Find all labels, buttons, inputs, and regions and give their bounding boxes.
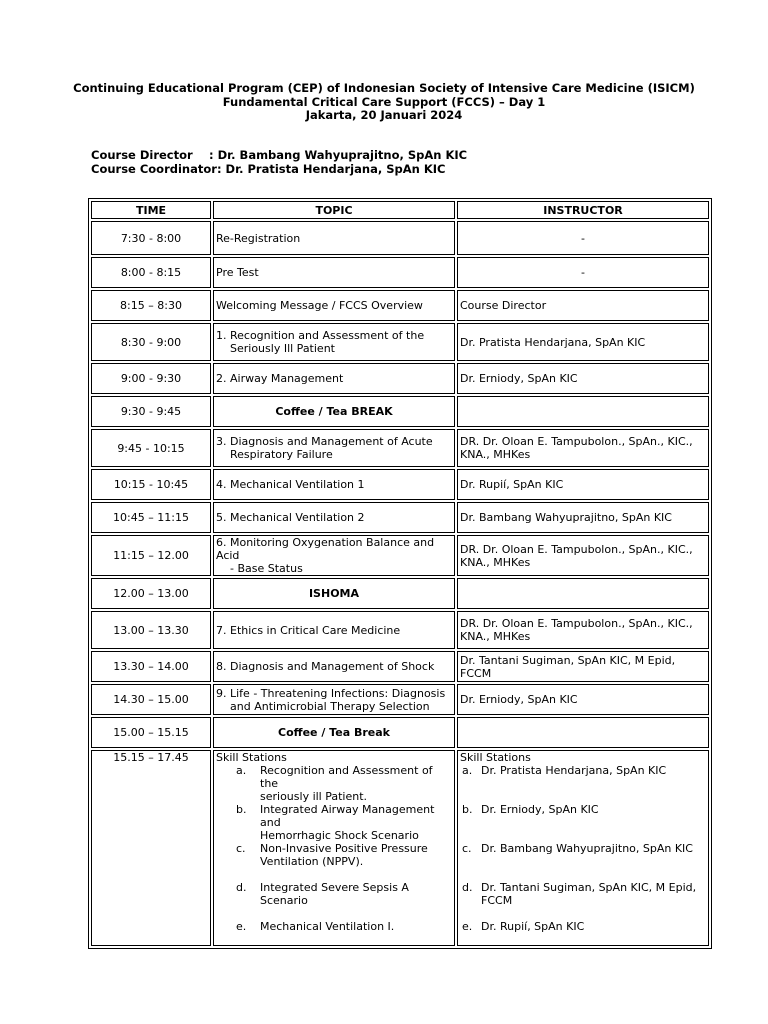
list-item — [460, 764, 706, 803]
list-marker: e. — [462, 920, 473, 933]
instructor-line: DR. Dr. Oloan E. Tampubolon., SpAn., KIC., — [460, 617, 693, 630]
skill-topic-cell — [213, 750, 455, 946]
list-text: Dr. Erniody, SpAn KIC — [481, 803, 599, 816]
list-item — [216, 842, 452, 881]
table-row — [91, 221, 709, 255]
list-text-line: Dr. Tantani Sugiman, SpAn KIC, M Epid, — [481, 881, 697, 894]
topic-cell — [213, 684, 455, 715]
table-row — [91, 396, 709, 427]
table-row — [91, 684, 709, 715]
topic-line: 6. Monitoring Oxygenation Balance and Acid — [216, 536, 435, 562]
time-cell: 10:45 – 11:15 — [91, 502, 211, 533]
title-line-2: Fundamental Critical Care Support (FCCS) – Day 1 — [222, 94, 546, 109]
list-text: Integrated Severe Sepsis A Scenario — [260, 881, 409, 907]
topic-cell: Welcoming Message / FCCS Overview — [213, 290, 455, 321]
time-cell: 9:30 - 9:45 — [91, 396, 211, 427]
list-marker: a. — [462, 764, 473, 777]
table-row — [91, 651, 709, 682]
list-text: Mechanical Ventilation I. — [260, 920, 395, 933]
list-text-line: Recognition and Assessment of the — [260, 764, 433, 790]
instructor-cell: Dr. Erniody, SpAn KIC — [457, 684, 709, 715]
instructor-cell — [457, 578, 709, 609]
instructor-cell: Dr. Tantani Sugiman, SpAn KIC, M Epid, FCCM — [457, 651, 709, 682]
course-coordinator-label: Course Coordinator — [91, 161, 217, 176]
table-row — [91, 290, 709, 321]
list-marker: e. — [236, 920, 247, 933]
list-marker: b. — [236, 803, 247, 816]
instructor-cell: Dr. Bambang Wahyuprajitno, SpAn KIC — [457, 502, 709, 533]
list-marker: c. — [236, 842, 246, 855]
topic-line: - Base Status — [230, 562, 303, 575]
table-header-row — [91, 201, 709, 219]
table-row — [91, 502, 709, 533]
list-marker: d. — [236, 881, 247, 894]
topic-cell: Re-Registration — [213, 221, 455, 255]
topic-cell — [213, 535, 455, 576]
document-title — [0, 82, 768, 123]
title-line-3: Jakarta, 20 Januari 2024 — [305, 108, 463, 122]
time-cell: 13.00 – 13.30 — [91, 611, 211, 649]
table-row — [91, 611, 709, 649]
instructor-cell — [457, 396, 709, 427]
table-row — [91, 363, 709, 394]
table-row — [91, 323, 709, 361]
list-item — [460, 803, 706, 842]
table-row — [91, 429, 709, 467]
list-item — [460, 842, 706, 881]
instructor-cell — [457, 429, 709, 467]
time-cell: 9:45 - 10:15 — [91, 429, 211, 467]
topic-cell — [213, 429, 455, 467]
topic-line: Respiratory Failure — [230, 448, 333, 461]
topic-cell: 5. Mechanical Ventilation 2 — [213, 502, 455, 533]
schedule-table — [88, 198, 712, 949]
time-cell: 8:00 - 8:15 — [91, 257, 211, 288]
topic-cell: 8. Diagnosis and Management of Shock — [213, 651, 455, 682]
list-marker: b. — [462, 803, 473, 816]
time-cell: 13.30 – 14.00 — [91, 651, 211, 682]
instructor-cell: Dr. Pratista Hendarjana, SpAn KIC — [457, 323, 709, 361]
header-topic: TOPIC — [213, 201, 455, 219]
table-row — [91, 578, 709, 609]
time-cell: 15.00 – 15.15 — [91, 717, 211, 748]
list-text — [260, 803, 452, 842]
time-cell: 8:15 – 8:30 — [91, 290, 211, 321]
table-row — [91, 535, 709, 576]
list-text-line: Ventilation (NPPV). — [260, 855, 364, 868]
skill-instructor-heading: Skill Stations — [460, 751, 531, 764]
course-coordinator-value: : Dr. Pratista Hendarjana, SpAn KIC — [216, 161, 446, 176]
list-item — [216, 881, 452, 920]
topic-cell: 2. Airway Management — [213, 363, 455, 394]
topic-line: Seriously Ill Patient — [230, 342, 335, 355]
table-row — [91, 717, 709, 748]
break-cell: ISHOMA — [213, 578, 455, 609]
topic-cell: 4. Mechanical Ventilation 1 — [213, 469, 455, 500]
instructor-line: DR. Dr. Oloan E. Tampubolon., SpAn., KIC., — [460, 542, 693, 556]
list-text: Dr. Bambang Wahyuprajitno, SpAn KIC — [481, 842, 693, 855]
list-marker: a. — [236, 764, 247, 777]
list-text-line: Integrated Airway Management and — [260, 803, 435, 829]
skill-topic-heading: Skill Stations — [216, 751, 287, 764]
time-cell: 9:00 - 9:30 — [91, 363, 211, 394]
list-item — [460, 920, 706, 933]
time-cell: 10:15 - 10:45 — [91, 469, 211, 500]
course-director-line — [91, 149, 467, 163]
list-marker: c. — [462, 842, 472, 855]
topic-line: 9. Life - Threatening Infections: Diagnosis — [216, 686, 446, 700]
header-instructor: INSTRUCTOR — [457, 201, 709, 219]
list-text — [260, 842, 428, 881]
list-text: Dr. Rupií, SpAn KIC — [481, 920, 585, 933]
topic-cell: Pre Test — [213, 257, 455, 288]
topic-cell: 7. Ethics in Critical Care Medicine — [213, 611, 455, 649]
topic-line: 1. Recognition and Assessment of the — [216, 329, 425, 342]
time-cell: 7:30 - 8:00 — [91, 221, 211, 255]
list-item — [216, 764, 452, 803]
list-item — [216, 920, 452, 933]
skill-instructor-cell — [457, 750, 709, 946]
list-item — [460, 881, 706, 920]
time-cell: 11:15 – 12.00 — [91, 535, 211, 576]
skill-topic-list — [216, 764, 452, 933]
break-cell: Coffee / Tea BREAK — [213, 396, 455, 427]
break-cell: Coffee / Tea Break — [213, 717, 455, 748]
course-director-label: Course Director — [91, 148, 193, 162]
instructor-cell — [457, 717, 709, 748]
time-cell: 15.15 – 17.45 — [91, 750, 211, 946]
table-row — [91, 469, 709, 500]
list-text — [260, 764, 452, 803]
time-cell: 14.30 – 15.00 — [91, 684, 211, 715]
instructor-cell: - — [457, 221, 709, 255]
instructor-line: KNA., MHKes — [460, 630, 531, 643]
course-coordinator-line — [91, 163, 467, 177]
time-cell: 12.00 – 13.00 — [91, 578, 211, 609]
course-director-value: : Dr. Bambang Wahyuprajitno, SpAn KIC — [209, 148, 468, 162]
instructor-line: KNA., MHKes — [460, 448, 531, 461]
list-text — [481, 881, 696, 920]
table-row — [91, 750, 709, 946]
instructor-cell: Course Director — [457, 290, 709, 321]
instructor-line: KNA., MHKes — [460, 555, 531, 569]
topic-line: and Antimicrobial Therapy Selection — [230, 699, 430, 713]
list-marker: d. — [462, 881, 473, 894]
list-text: Dr. Pratista Hendarjana, SpAn KIC — [481, 764, 667, 777]
topic-cell — [213, 323, 455, 361]
instructor-cell — [457, 611, 709, 649]
list-text-line: seriously ill Patient. — [260, 790, 368, 803]
instructor-cell — [457, 535, 709, 576]
skill-instructor-list — [460, 764, 706, 933]
instructor-line: DR. Dr. Oloan E. Tampubolon., SpAn., KIC., — [460, 435, 693, 448]
instructor-cell: Dr. Erniody, SpAn KIC — [457, 363, 709, 394]
instructor-cell: - — [457, 257, 709, 288]
list-text-line: Non-Invasive Positive Pressure — [260, 842, 428, 855]
instructor-cell: Dr. Rupií, SpAn KIC — [457, 469, 709, 500]
title-line-1: Continuing Educational Program (CEP) of Indonesian Society of Intensive Care Medicine (ISICM) — [73, 81, 695, 95]
header-time: TIME — [91, 201, 211, 219]
list-text-line: Hemorrhagic Shock Scenario — [260, 829, 419, 842]
topic-line: 3. Diagnosis and Management of Acute — [216, 435, 433, 448]
time-cell: 8:30 - 9:00 — [91, 323, 211, 361]
list-item — [216, 803, 452, 842]
course-meta — [91, 149, 467, 176]
list-text-line: FCCM — [481, 894, 513, 907]
table-row — [91, 257, 709, 288]
